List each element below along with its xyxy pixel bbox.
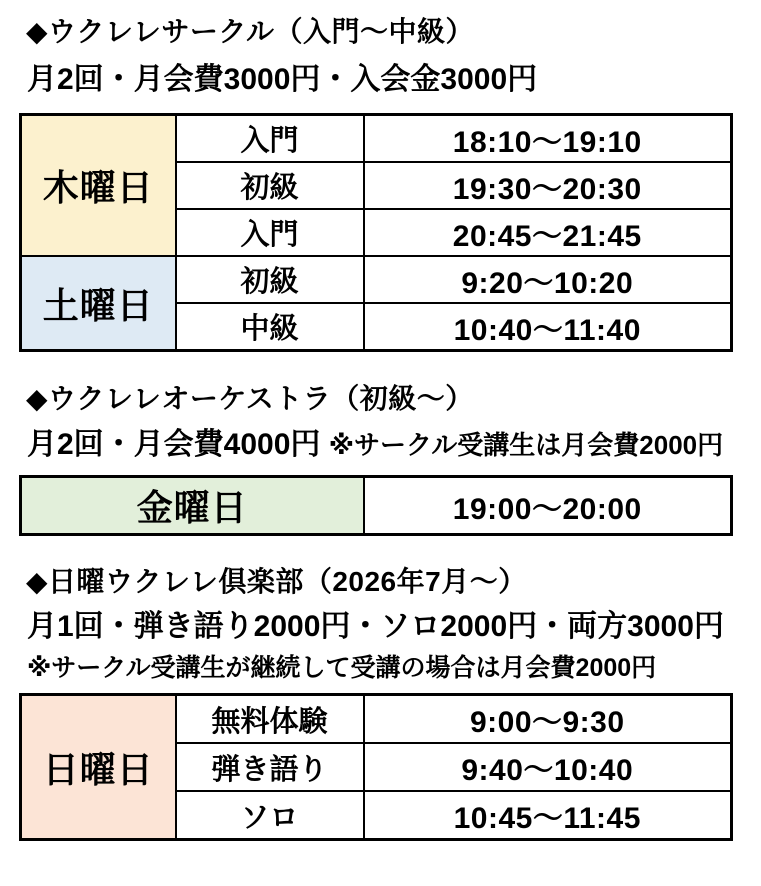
- table-row: [21, 477, 732, 535]
- section-title-sunday-club: ◆日曜ウクレレ倶楽部（2026年7月～）: [26, 566, 527, 597]
- day-cell-saturday: 土曜日: [21, 256, 176, 351]
- table-row: [21, 256, 732, 303]
- section-title-ukulele-circle: ◆ウクレレサークル（入門～中級）: [26, 16, 474, 47]
- day-cell-sunday: 日曜日: [21, 695, 176, 840]
- time-cell: 9:00～9:30: [364, 695, 732, 744]
- time-cell: 10:40～11:40: [364, 303, 732, 351]
- schedule-flyer: [0, 16, 761, 886]
- level-cell: 無料体験: [176, 695, 364, 744]
- time-cell: 9:40～10:40: [364, 743, 732, 791]
- level-cell: 入門: [176, 115, 364, 163]
- time-cell: 10:45～11:45: [364, 791, 732, 840]
- time-cell: 18:10～19:10: [364, 115, 732, 163]
- time-cell: 9:20～10:20: [364, 256, 732, 303]
- day-cell-thursday: 木曜日: [21, 115, 176, 257]
- day-cell-friday: 金曜日: [21, 477, 364, 535]
- section-note-sunday-club: ※サークル受講生が継続して受講の場合は月会費2000円: [27, 654, 657, 682]
- time-cell: 20:45～21:45: [364, 209, 732, 256]
- ukulele-orchestra-schedule-table: [19, 475, 733, 536]
- level-cell: 弾き語り: [176, 743, 364, 791]
- level-cell: 中級: [176, 303, 364, 351]
- fee-text: 月2回・月会費4000円: [27, 428, 321, 461]
- section-fee-sunday-club: 月1回・弾き語り2000円・ソロ2000円・両方3000円: [27, 610, 724, 643]
- fee-note: ※サークル受講生は月会費2000円: [328, 430, 724, 460]
- level-cell: 入門: [176, 209, 364, 256]
- level-cell: 初級: [176, 162, 364, 209]
- section-title-ukulele-orchestra: ◆ウクレレオーケストラ（初級～）: [26, 383, 474, 414]
- table-row: [21, 115, 732, 163]
- level-cell: 初級: [176, 256, 364, 303]
- section-fee-ukulele-circle: 月2回・月会費3000円・入会金3000円: [27, 63, 538, 96]
- section-fee-ukulele-orchestra: [27, 427, 761, 463]
- table-row: [21, 695, 732, 744]
- sunday-club-schedule-table: [19, 693, 733, 841]
- level-cell: ソロ: [176, 791, 364, 840]
- time-cell: 19:30～20:30: [364, 162, 732, 209]
- time-cell: 19:00～20:00: [364, 477, 732, 535]
- ukulele-circle-schedule-table: [19, 113, 733, 352]
